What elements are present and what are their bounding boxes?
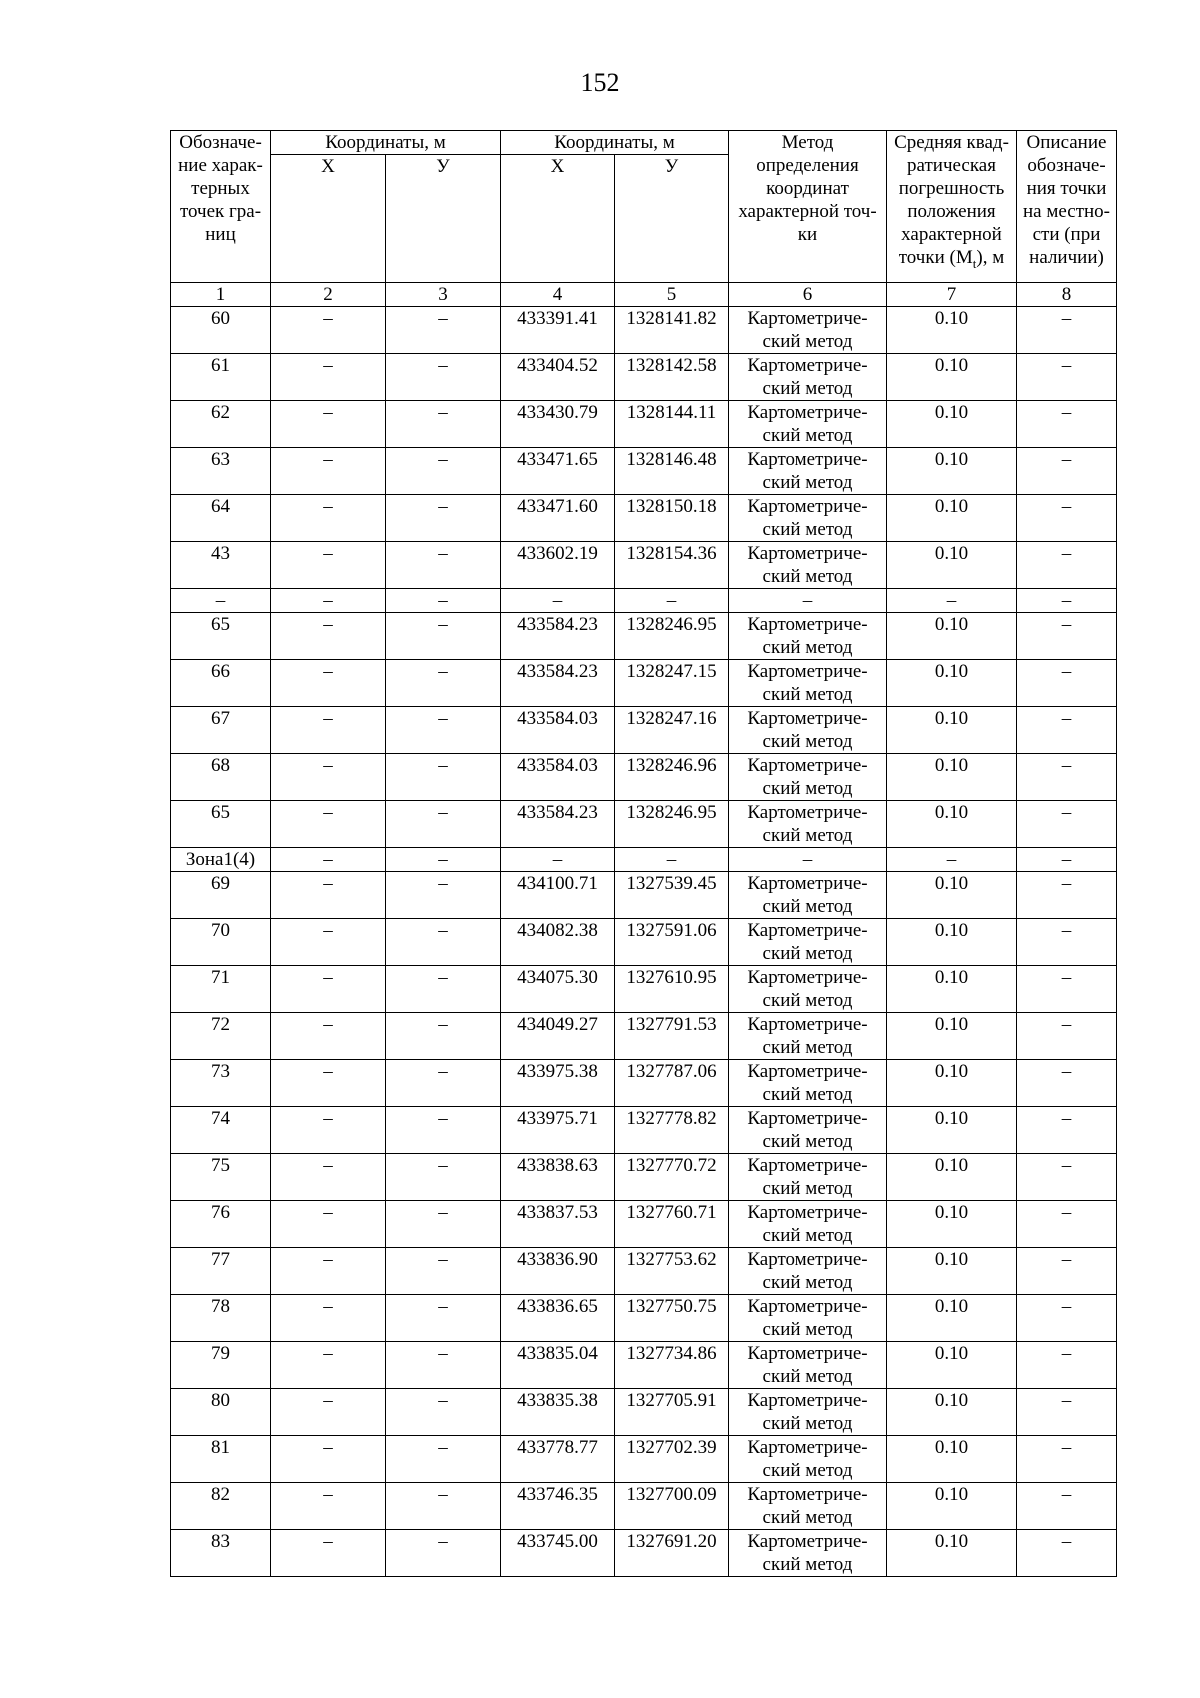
table-cell: 433584.23 xyxy=(501,613,615,660)
table-cell: 0.10 xyxy=(887,307,1017,354)
table-cell: 1328146.48 xyxy=(615,448,729,495)
table-cell: – xyxy=(386,1154,501,1201)
table-row xyxy=(171,872,1117,919)
table-cell: – xyxy=(729,848,887,872)
table-cell: – xyxy=(171,589,271,613)
table-row xyxy=(171,1107,1117,1154)
table-cell: 0.10 xyxy=(887,754,1017,801)
table-cell: 80 xyxy=(171,1389,271,1436)
table-cell: – xyxy=(271,1342,386,1389)
table-cell: 1327791.53 xyxy=(615,1013,729,1060)
table-cell: – xyxy=(271,919,386,966)
table-cell: 1327591.06 xyxy=(615,919,729,966)
table-cell: – xyxy=(271,966,386,1013)
table-cell: Картометриче- ский метод xyxy=(729,1060,887,1107)
table-cell: 0.10 xyxy=(887,1248,1017,1295)
table-cell: 1327610.95 xyxy=(615,966,729,1013)
table-cell: 79 xyxy=(171,1342,271,1389)
table-cell: – xyxy=(386,919,501,966)
table-cell: Картометриче- ский метод xyxy=(729,801,887,848)
table-cell: 434049.27 xyxy=(501,1013,615,1060)
table-cell: – xyxy=(386,1107,501,1154)
table-cell: 1328141.82 xyxy=(615,307,729,354)
table-row xyxy=(171,1248,1117,1295)
column-number: 3 xyxy=(386,283,501,307)
table-cell: 66 xyxy=(171,660,271,707)
table-cell: – xyxy=(386,401,501,448)
separator-row xyxy=(171,589,1117,613)
table-cell: – xyxy=(271,1436,386,1483)
header-error-subscript: t xyxy=(972,255,977,271)
table-cell: – xyxy=(386,1436,501,1483)
column-number: 7 xyxy=(887,283,1017,307)
table-cell: 1327691.20 xyxy=(615,1530,729,1577)
table-cell: 64 xyxy=(171,495,271,542)
table-cell: Картометриче- ский метод xyxy=(729,919,887,966)
table-cell: 1327750.75 xyxy=(615,1295,729,1342)
table-cell: – xyxy=(386,872,501,919)
table-cell: 433584.03 xyxy=(501,754,615,801)
table-cell: 1327770.72 xyxy=(615,1154,729,1201)
table-row xyxy=(171,495,1117,542)
table-cell: 433975.38 xyxy=(501,1060,615,1107)
table-cell: 68 xyxy=(171,754,271,801)
table-cell: – xyxy=(1017,1107,1117,1154)
header-method: Метод определения координат характерной точ- ки xyxy=(729,131,887,283)
table-cell: – xyxy=(887,589,1017,613)
table-cell: Картометриче- ский метод xyxy=(729,966,887,1013)
header-description: Описание обозначе- ния точки на местно- сти (при наличии) xyxy=(1017,131,1117,283)
table-row xyxy=(171,1013,1117,1060)
table-cell: 0.10 xyxy=(887,872,1017,919)
table-cell: 60 xyxy=(171,307,271,354)
table-row xyxy=(171,660,1117,707)
table-cell: – xyxy=(386,307,501,354)
table-cell: 0.10 xyxy=(887,542,1017,589)
table-cell: – xyxy=(386,495,501,542)
table-cell: 0.10 xyxy=(887,707,1017,754)
table-cell: – xyxy=(1017,754,1117,801)
table-cell: 70 xyxy=(171,919,271,966)
table-cell: – xyxy=(1017,613,1117,660)
table-cell: 1327539.45 xyxy=(615,872,729,919)
table-cell: – xyxy=(1017,1201,1117,1248)
table-cell: – xyxy=(1017,542,1117,589)
table-cell: 433584.23 xyxy=(501,801,615,848)
table-cell: 0.10 xyxy=(887,1295,1017,1342)
table-cell: 1328247.16 xyxy=(615,707,729,754)
table-cell: – xyxy=(1017,1530,1117,1577)
table-cell: 433746.35 xyxy=(501,1483,615,1530)
table-cell: 72 xyxy=(171,1013,271,1060)
table-cell: 0.10 xyxy=(887,1530,1017,1577)
table-cell: Картометриче- ский метод xyxy=(729,448,887,495)
header-y-a: У xyxy=(386,155,501,283)
table-cell: – xyxy=(1017,848,1117,872)
table-cell: – xyxy=(271,542,386,589)
table-cell: – xyxy=(386,1342,501,1389)
table-cell: – xyxy=(271,495,386,542)
table-cell: – xyxy=(887,848,1017,872)
table-cell: Картометриче- ский метод xyxy=(729,872,887,919)
table-cell: – xyxy=(386,1060,501,1107)
table-cell: 82 xyxy=(171,1483,271,1530)
table-row xyxy=(171,354,1117,401)
table-cell: 0.10 xyxy=(887,1013,1017,1060)
table-cell: 433404.52 xyxy=(501,354,615,401)
table-cell: – xyxy=(1017,1248,1117,1295)
table-header xyxy=(171,131,1117,307)
table-cell: – xyxy=(1017,1060,1117,1107)
table-cell: Картометриче- ский метод xyxy=(729,1436,887,1483)
table-cell: – xyxy=(1017,1342,1117,1389)
table-cell: Картометриче- ский метод xyxy=(729,542,887,589)
table-cell: 43 xyxy=(171,542,271,589)
table-cell: 434082.38 xyxy=(501,919,615,966)
table-cell: 1327705.91 xyxy=(615,1389,729,1436)
table-cell: 71 xyxy=(171,966,271,1013)
table-cell: Картометриче- ский метод xyxy=(729,354,887,401)
table-cell: – xyxy=(271,1530,386,1577)
table-cell: 433835.38 xyxy=(501,1389,615,1436)
table-cell: Картометриче- ский метод xyxy=(729,613,887,660)
header-error xyxy=(887,131,1017,283)
header-y-b: У xyxy=(615,155,729,283)
table-cell: – xyxy=(1017,919,1117,966)
header-designation: Обозначе- ние харак- терных точек гра- ниц xyxy=(171,131,271,283)
separator-row xyxy=(171,848,1117,872)
table-cell: 1328247.15 xyxy=(615,660,729,707)
table-cell: – xyxy=(1017,872,1117,919)
table-row xyxy=(171,1201,1117,1248)
table-cell: Картометриче- ский метод xyxy=(729,1342,887,1389)
table-cell: – xyxy=(271,1389,386,1436)
table-cell: – xyxy=(1017,401,1117,448)
header-x-b: X xyxy=(501,155,615,283)
table-row xyxy=(171,613,1117,660)
table-row xyxy=(171,1295,1117,1342)
table-cell: 1328150.18 xyxy=(615,495,729,542)
table-cell: Картометриче- ский метод xyxy=(729,307,887,354)
table-cell: Картометриче- ский метод xyxy=(729,1483,887,1530)
table-cell: 0.10 xyxy=(887,919,1017,966)
table-cell: 0.10 xyxy=(887,1201,1017,1248)
table-row xyxy=(171,1389,1117,1436)
table-cell: 0.10 xyxy=(887,966,1017,1013)
table-cell: – xyxy=(1017,1295,1117,1342)
table-cell: – xyxy=(271,1013,386,1060)
table-cell: 0.10 xyxy=(887,448,1017,495)
table-cell: Картометриче- ский метод xyxy=(729,1154,887,1201)
table-cell: – xyxy=(501,589,615,613)
table-cell: 433584.23 xyxy=(501,660,615,707)
table-row xyxy=(171,1342,1117,1389)
table-cell: – xyxy=(271,354,386,401)
table-cell: – xyxy=(386,589,501,613)
table-cell: 0.10 xyxy=(887,1342,1017,1389)
table-cell: 1328246.95 xyxy=(615,801,729,848)
table-cell: 0.10 xyxy=(887,1060,1017,1107)
table-cell: Картометриче- ский метод xyxy=(729,1248,887,1295)
table-cell: 1327778.82 xyxy=(615,1107,729,1154)
table-cell: 78 xyxy=(171,1295,271,1342)
table-cell: 0.10 xyxy=(887,801,1017,848)
table-cell: 0.10 xyxy=(887,1154,1017,1201)
table-cell: 74 xyxy=(171,1107,271,1154)
table-cell: – xyxy=(271,307,386,354)
header-x-a: X xyxy=(271,155,386,283)
table-row xyxy=(171,401,1117,448)
table-cell: – xyxy=(386,1201,501,1248)
table-cell: – xyxy=(271,589,386,613)
table-cell: 0.10 xyxy=(887,1107,1017,1154)
table-cell: 0.10 xyxy=(887,354,1017,401)
table-cell: 433838.63 xyxy=(501,1154,615,1201)
column-number-row xyxy=(171,283,1117,307)
table-cell: 433471.60 xyxy=(501,495,615,542)
table-cell: 433836.90 xyxy=(501,1248,615,1295)
table-cell: 1327700.09 xyxy=(615,1483,729,1530)
table-cell: – xyxy=(386,1483,501,1530)
table-cell: Зона1(4) xyxy=(171,848,271,872)
table-cell: – xyxy=(386,354,501,401)
table-row xyxy=(171,754,1117,801)
table-cell: – xyxy=(386,707,501,754)
table-cell: Картометриче- ский метод xyxy=(729,707,887,754)
table-cell: Картометриче- ский метод xyxy=(729,1295,887,1342)
table-cell: 0.10 xyxy=(887,660,1017,707)
table-cell: – xyxy=(386,1013,501,1060)
table-row xyxy=(171,1483,1117,1530)
table-cell: – xyxy=(615,589,729,613)
table-cell: – xyxy=(271,448,386,495)
table-cell: Картометриче- ский метод xyxy=(729,401,887,448)
table-cell: 1328142.58 xyxy=(615,354,729,401)
table-cell: – xyxy=(271,613,386,660)
table-cell: – xyxy=(1017,1154,1117,1201)
table-cell: – xyxy=(386,966,501,1013)
table-row xyxy=(171,1154,1117,1201)
header-coordinates-group-b: Координаты, м xyxy=(501,131,729,155)
table-cell: – xyxy=(386,448,501,495)
page-number: 152 xyxy=(580,68,620,97)
column-number: 5 xyxy=(615,283,729,307)
table-cell: – xyxy=(1017,1483,1117,1530)
table-cell: – xyxy=(1017,354,1117,401)
table-cell: Картометриче- ский метод xyxy=(729,1530,887,1577)
table-cell: 433836.65 xyxy=(501,1295,615,1342)
table-cell: 433584.03 xyxy=(501,707,615,754)
table-body xyxy=(171,307,1117,1577)
table-cell: 433975.71 xyxy=(501,1107,615,1154)
table-cell: 61 xyxy=(171,354,271,401)
table-row xyxy=(171,919,1117,966)
table-cell: 433430.79 xyxy=(501,401,615,448)
table-row xyxy=(171,448,1117,495)
table-cell: 0.10 xyxy=(887,1436,1017,1483)
table-cell: – xyxy=(1017,707,1117,754)
table-cell: – xyxy=(1017,801,1117,848)
table-cell: 76 xyxy=(171,1201,271,1248)
table-cell: – xyxy=(1017,660,1117,707)
table-cell: Картометриче- ский метод xyxy=(729,1013,887,1060)
table-cell: Картометриче- ский метод xyxy=(729,1107,887,1154)
table-cell: – xyxy=(615,848,729,872)
table-cell: – xyxy=(271,848,386,872)
table-row xyxy=(171,307,1117,354)
table-row xyxy=(171,801,1117,848)
table-row xyxy=(171,966,1117,1013)
table-cell: 433778.77 xyxy=(501,1436,615,1483)
table-cell: – xyxy=(271,754,386,801)
table-row xyxy=(171,542,1117,589)
table-cell: 1327753.62 xyxy=(615,1248,729,1295)
table-cell: – xyxy=(271,1107,386,1154)
table-cell: – xyxy=(386,1530,501,1577)
table-cell: – xyxy=(1017,1389,1117,1436)
table-cell: 0.10 xyxy=(887,1483,1017,1530)
table-cell: 433837.53 xyxy=(501,1201,615,1248)
table-cell: – xyxy=(386,542,501,589)
table-cell: Картометриче- ский метод xyxy=(729,1201,887,1248)
table-cell: – xyxy=(271,1248,386,1295)
table-cell: – xyxy=(1017,448,1117,495)
table-cell: 0.10 xyxy=(887,401,1017,448)
table-cell: 1327702.39 xyxy=(615,1436,729,1483)
header-coordinates-group-a: Координаты, м xyxy=(271,131,501,155)
header-error-unit: ), м xyxy=(976,247,1005,268)
table-cell: – xyxy=(1017,1436,1117,1483)
table-cell: 433602.19 xyxy=(501,542,615,589)
table-cell: – xyxy=(386,754,501,801)
header-error-text: Средняя квад- ратическая погрешность положения характерной точки (M xyxy=(894,132,1009,268)
column-number: 4 xyxy=(501,283,615,307)
table-cell: – xyxy=(271,707,386,754)
table-cell: – xyxy=(271,1483,386,1530)
table-cell: – xyxy=(729,589,887,613)
table-cell: – xyxy=(271,660,386,707)
column-number: 6 xyxy=(729,283,887,307)
table-cell: – xyxy=(1017,966,1117,1013)
table-cell: – xyxy=(386,1295,501,1342)
table-cell: 65 xyxy=(171,801,271,848)
table-cell: – xyxy=(386,1389,501,1436)
table-cell: 1327760.71 xyxy=(615,1201,729,1248)
table-cell: – xyxy=(501,848,615,872)
table-cell: 69 xyxy=(171,872,271,919)
table-cell: – xyxy=(271,1060,386,1107)
table-cell: 81 xyxy=(171,1436,271,1483)
table-cell: – xyxy=(271,1201,386,1248)
table-cell: 433745.00 xyxy=(501,1530,615,1577)
table-cell: Картометриче- ский метод xyxy=(729,495,887,542)
table-cell: 63 xyxy=(171,448,271,495)
table-cell: 1327734.86 xyxy=(615,1342,729,1389)
table-cell: 0.10 xyxy=(887,495,1017,542)
table-cell: 433835.04 xyxy=(501,1342,615,1389)
table-cell: Картометриче- ский метод xyxy=(729,1389,887,1436)
table-cell: 434075.30 xyxy=(501,966,615,1013)
table-cell: – xyxy=(271,801,386,848)
table-cell: 434100.71 xyxy=(501,872,615,919)
table-cell: – xyxy=(386,660,501,707)
table-row xyxy=(171,1436,1117,1483)
table-cell: 67 xyxy=(171,707,271,754)
table-cell: 1328144.11 xyxy=(615,401,729,448)
table-cell: 73 xyxy=(171,1060,271,1107)
table-cell: 1327787.06 xyxy=(615,1060,729,1107)
coordinates-table xyxy=(170,130,1117,1577)
column-number: 2 xyxy=(271,283,386,307)
table-cell: – xyxy=(1017,1013,1117,1060)
table-cell: – xyxy=(1017,307,1117,354)
table-cell: – xyxy=(1017,589,1117,613)
table-cell: – xyxy=(386,1248,501,1295)
table-row xyxy=(171,1530,1117,1577)
column-number: 8 xyxy=(1017,283,1117,307)
table-cell: 0.10 xyxy=(887,1389,1017,1436)
table-cell: – xyxy=(386,801,501,848)
table-cell: 1328246.95 xyxy=(615,613,729,660)
table-cell: – xyxy=(386,848,501,872)
table-cell: – xyxy=(386,613,501,660)
table-cell: 65 xyxy=(171,613,271,660)
table-cell: 0.10 xyxy=(887,613,1017,660)
table-cell: 433471.65 xyxy=(501,448,615,495)
table-row xyxy=(171,1060,1117,1107)
table-cell: 1328246.96 xyxy=(615,754,729,801)
table-cell: – xyxy=(271,401,386,448)
table-cell: 1328154.36 xyxy=(615,542,729,589)
table-cell: 62 xyxy=(171,401,271,448)
table-cell: Картометриче- ский метод xyxy=(729,660,887,707)
table-cell: – xyxy=(271,872,386,919)
column-number: 1 xyxy=(171,283,271,307)
table-cell: 433391.41 xyxy=(501,307,615,354)
table-cell: 75 xyxy=(171,1154,271,1201)
table-row xyxy=(171,707,1117,754)
table-cell: 83 xyxy=(171,1530,271,1577)
table-cell: Картометриче- ский метод xyxy=(729,754,887,801)
table-cell: – xyxy=(271,1295,386,1342)
table-cell: – xyxy=(271,1154,386,1201)
table-cell: – xyxy=(1017,495,1117,542)
table-cell: 77 xyxy=(171,1248,271,1295)
